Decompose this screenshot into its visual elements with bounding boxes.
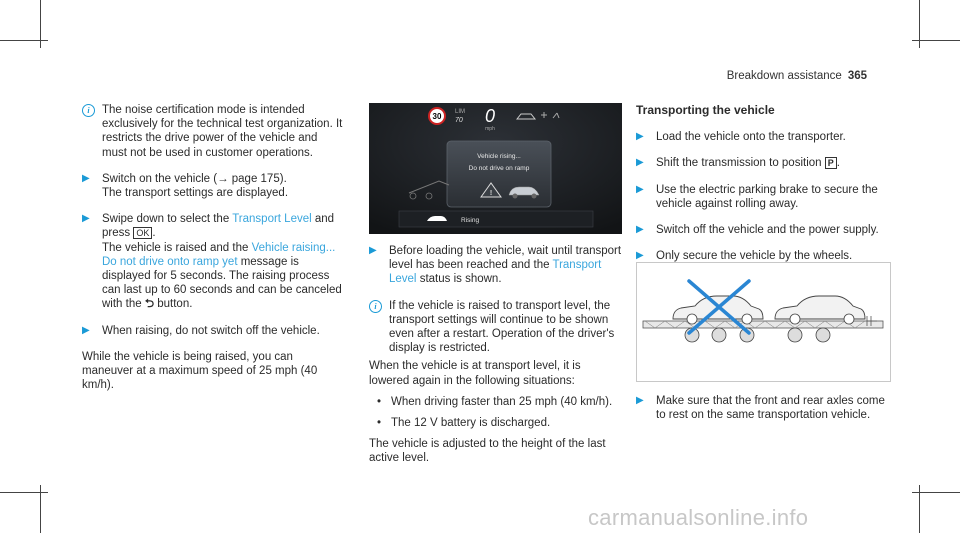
display-term: Transport Level — [389, 259, 602, 286]
section-title: Breakdown assistance — [726, 70, 842, 82]
paragraph: While the vehicle is being raised, you can maneuver at a maximum speed of 25 mph (40 km/h). — [82, 350, 318, 392]
step — [636, 394, 890, 422]
page-number: 365 — [847, 70, 867, 82]
lim-value: 70 — [455, 117, 463, 124]
step-text: Only secure the vehicle by the wheels. — [656, 250, 853, 263]
column-right-lower — [636, 394, 890, 434]
wheel — [712, 328, 726, 342]
step — [82, 212, 344, 311]
arrow-right-icon: ▶ — [82, 172, 90, 184]
list-item-text: When driving faster than 25 mph (40 km/h). — [391, 395, 613, 408]
paragraph: The vehicle is adjusted to the height of the last active level. — [369, 438, 606, 465]
list-item-text: The 12 V battery is discharged. — [391, 417, 551, 430]
info-icon: i — [369, 300, 382, 313]
step-result: The transport settings are displayed. — [102, 187, 289, 200]
wheel — [788, 328, 802, 342]
crop-mark — [919, 0, 920, 48]
step-text: Switch on the vehicle ( — [102, 172, 218, 185]
message-line-1: Vehicle rising... — [477, 153, 521, 160]
column-left — [82, 103, 344, 404]
step-text: Switch off the vehicle and the power supply. — [656, 224, 879, 237]
step-text: When raising, do not switch off the vehicle. — [102, 324, 320, 337]
step-text: and press — [102, 213, 335, 240]
info-text: If the vehicle is raised to transport level, the transport settings will continue to be shown even after a restart. Operation of the driver's display is restricted. — [389, 299, 615, 355]
speed-limit-value: 30 — [432, 112, 442, 121]
section-heading: Transporting the vehicle — [636, 103, 775, 117]
paragraph: When the vehicle is at transport level, it is lowered again in the following situations: — [369, 360, 581, 387]
wheel — [816, 328, 830, 342]
column-middle — [369, 244, 622, 478]
park-position-icon: P — [825, 157, 837, 169]
crop-mark — [40, 0, 41, 48]
step-text: . — [836, 157, 840, 170]
instrument-cluster-graphic — [369, 103, 622, 234]
step-text: Shift the transmission to position — [656, 157, 822, 170]
message-line-2: Do not drive on ramp — [468, 165, 530, 172]
arrow-right-icon: ▶ — [636, 183, 644, 195]
step — [369, 244, 622, 287]
crop-mark — [40, 485, 41, 533]
4matic-transport-illustration — [636, 262, 891, 382]
arrow-right-icon: ▶ — [636, 395, 644, 406]
watermark: carmanualsonline.info — [588, 505, 809, 530]
list-item: • The 12 V battery is discharged. — [377, 417, 551, 430]
crop-mark — [919, 485, 920, 533]
arrow-right-icon: ▶ — [636, 131, 644, 143]
step-text: Use the electric parking brake to secure the vehicle against rolling away. — [656, 183, 878, 210]
step-text: ). — [279, 172, 287, 185]
step-text: Load the vehicle onto the transporter. — [656, 131, 846, 144]
status-bar — [399, 211, 593, 227]
info-note — [82, 103, 344, 160]
status-text: Rising — [461, 217, 480, 224]
step-result: The vehicle is raised and the — [102, 241, 252, 254]
step-result: message is displayed for 5 seconds. The raising process can last up to 60 seconds and can be canceled with the — [102, 255, 342, 311]
back-key-icon: ⮌ — [144, 298, 155, 311]
step-text: Swipe down to select the — [102, 213, 233, 226]
step — [82, 172, 344, 200]
step — [636, 223, 890, 237]
arrow-right-icon: ▶ — [636, 157, 644, 169]
lim-label: LIM — [455, 109, 466, 115]
ok-key-icon: OK — [133, 227, 152, 239]
arrow-right-icon: ▶ — [369, 245, 377, 256]
step — [82, 324, 344, 338]
page-reference-link[interactable]: → page 175 — [217, 172, 280, 185]
svg-text:!: ! — [489, 190, 493, 197]
info-note — [369, 299, 622, 356]
step-text: . — [152, 227, 156, 240]
list-item: • When driving faster than 25 mph (40 km/h). — [377, 395, 613, 408]
step-result: button. — [154, 298, 193, 311]
arrow-right-icon: ▶ — [636, 224, 644, 236]
display-term: Transport Level — [232, 213, 312, 226]
step-text: status is shown. — [416, 273, 502, 286]
arrow-right-icon: ▶ — [82, 324, 90, 336]
step-text: Before loading the vehicle, wait until transport level has been reached and the — [389, 245, 622, 272]
page-header — [727, 70, 867, 82]
display-message: Vehicle raising... Do not drive onto ramp yet — [102, 241, 336, 268]
info-icon: i — [82, 104, 95, 117]
instrument-cluster-image — [369, 103, 622, 234]
arrow-right-icon: ▶ — [636, 250, 644, 262]
transport-diagram — [637, 263, 890, 381]
step — [636, 130, 890, 144]
current-speed: 0 — [484, 106, 496, 126]
step — [636, 156, 890, 170]
arrow-right-icon: ▶ — [82, 213, 90, 225]
speed-unit: mph — [485, 126, 495, 132]
info-text: The noise certification mode is intended exclusively for the technical test organization. It restricts the drive power of the vehicle and must not be used in customer operations. — [102, 104, 343, 159]
step-text: Make sure that the front and rear axles come to rest on the same transportation vehicle. — [656, 395, 885, 422]
step — [636, 183, 890, 211]
